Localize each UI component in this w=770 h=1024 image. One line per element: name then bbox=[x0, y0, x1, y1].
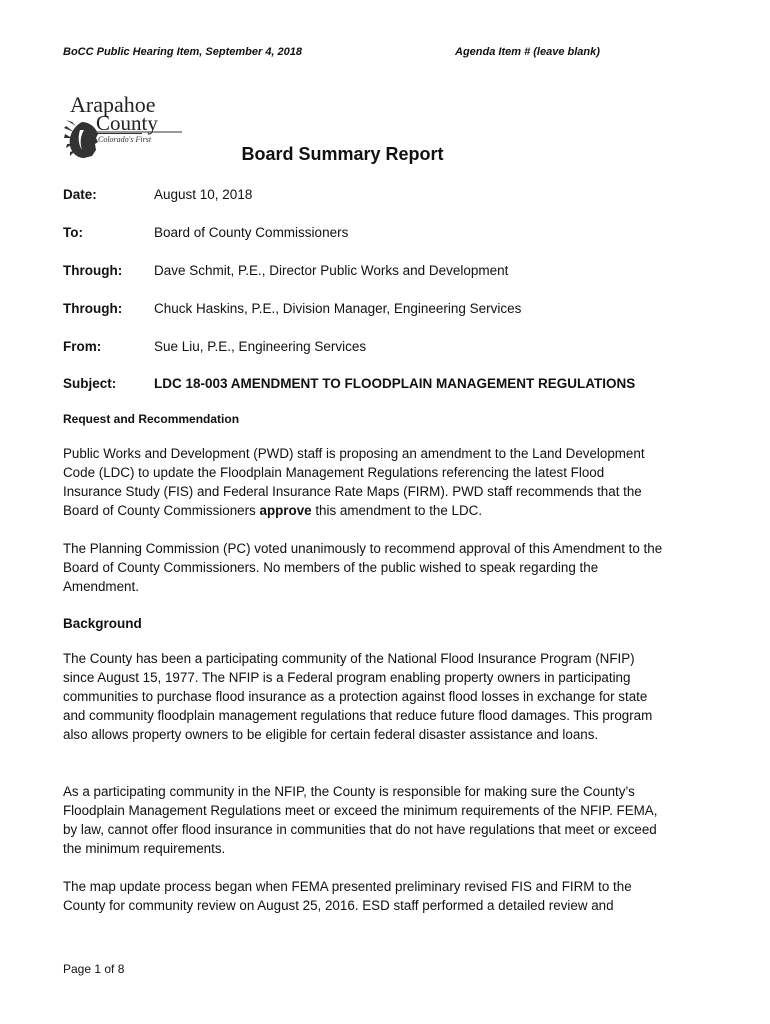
field-value: Chuck Haskins, P.E., Division Manager, Engineering Services bbox=[154, 301, 522, 316]
field-label: Subject: bbox=[63, 376, 117, 391]
request-heading: Request and Recommendation bbox=[63, 412, 240, 426]
background-paragraph-3: The map update process began when FEMA presented preliminary revised FIS and FIRM to the County for community review on August 25, 2016. ESD staff performed a detailed review and bbox=[63, 879, 632, 913]
background-paragraph-2: As a participating community in the NFIP, the County is responsible for making sure the County’s Floodplain Management Regulations meet or exceed the minimum requirements of the NFIP. FEMA, by law, cannot offer flood insurance in communities that do not have regulations that meet or exceed the minimum requirements. bbox=[63, 784, 658, 856]
request-text: Public Works and Development (PWD) staff is proposing an amendment to the Land Development Code (LDC) to update the Floodplain Management Regulations referencing the latest Flood Insurance Study (FIS) and Federal Insurance Rate Maps (FIRM). PWD staff recommends that the Board of County Commissioners bbox=[63, 446, 645, 518]
background-heading: Background bbox=[63, 616, 142, 631]
field-label: To: bbox=[63, 225, 83, 240]
request-paragraph-2: The Planning Commission (PC) voted unanimously to recommend approval of this Amendment to the Board of County Commissioners. No members of the public wished to speak regarding the Amendment. bbox=[63, 541, 663, 594]
request-text-end: this amendment to the LDC. bbox=[315, 503, 483, 518]
page-number: Page 1 of 8 bbox=[63, 962, 125, 976]
field-value: August 10, 2018 bbox=[154, 187, 253, 202]
field-value: Board of County Commissioners bbox=[154, 225, 349, 240]
field-label: Through: bbox=[63, 301, 123, 316]
field-label: From: bbox=[63, 339, 102, 354]
header-hearing-item: BoCC Public Hearing Item, September 4, 2018 bbox=[63, 46, 303, 58]
field-label: Date: bbox=[63, 187, 97, 202]
report-title: Board Summary Report bbox=[241, 144, 444, 164]
approve-emphasis: approve bbox=[259, 503, 312, 518]
background-paragraph-1: The County has been a participating community of the National Flood Insurance Program (NFIP) since August 15, 1977. The NFIP is a Federal program enabling property owners in participating communities to purchase flood insurance as a protection against flood losses in exchange for state and community floodplain management regulations that reduce future flood damages. This program also allows property owners to be eligible for certain federal disaster assistance and loans. bbox=[63, 651, 653, 742]
logo-tagline: Colorado's First bbox=[98, 135, 152, 144]
field-value: Sue Liu, P.E., Engineering Services bbox=[154, 339, 367, 354]
logo-text-county: County bbox=[96, 111, 158, 135]
field-value: LDC 18-003 AMENDMENT TO FLOODPLAIN MANAGEMENT REGULATIONS bbox=[154, 376, 636, 391]
field-label: Through: bbox=[63, 263, 123, 278]
header-agenda-item: Agenda Item # (leave blank) bbox=[455, 46, 600, 58]
field-value: Dave Schmit, P.E., Director Public Works and Development bbox=[154, 263, 509, 278]
request-paragraph-1 bbox=[63, 444, 663, 520]
logo-text-arapahoe: Arapahoe bbox=[70, 92, 156, 117]
